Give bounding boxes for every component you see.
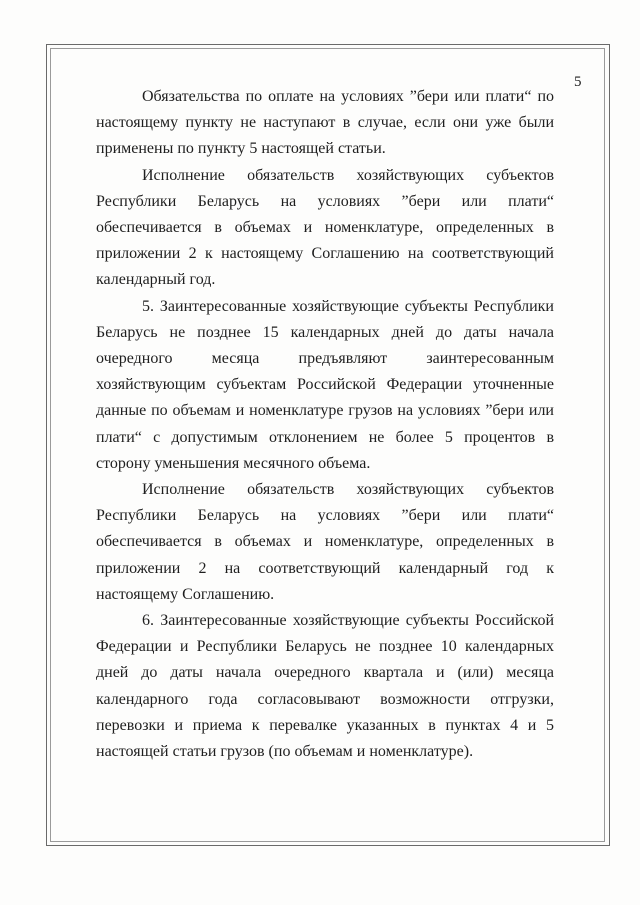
paragraph-4: Исполнение обязательств хозяйствующих субъектов Республики Беларусь на условиях ”бери или плати“ обеспечивается в объемах и номенклатуре, определенных в приложении 2 на соответствующий календарный год к настоящему Соглашению.: [96, 481, 554, 603]
paragraph-3-item-5: 5. Заинтересованные хозяйствующие субъекты Республики Беларусь не позднее 15 календарных дней до даты начала очередного месяца предъявляют заинтересованным хозяйствующим субъектам Российской Федерации уточненные данные по объемам и номенклатуре грузов на условиях ”бери или плати“ с допустимым отклонением не более 5 процентов в сторону уменьшения месячного объема.: [96, 297, 554, 472]
document-body: [96, 84, 554, 765]
paragraph-1: Обязательства по оплате на условиях ”бери или плати“ по настоящему пункту не наступают в случае, если они уже были применены по пункту 5 настоящей статьи.: [96, 88, 554, 158]
paragraph-2: Исполнение обязательств хозяйствующих субъектов Республики Беларусь на условиях ”бери или плати“ обеспечивается в объемах и номенклатуре, определенных в приложении 2 к настоящему Соглашению на соответствующий календарный год.: [96, 166, 554, 289]
paragraph-5-item-6: 6. Заинтересованные хозяйствующие субъекты Российской Федерации и Республики Беларусь не позднее 10 календарных дней до даты начала очередного квартала и (или) месяца календарного года согласовывают возможности отгрузки, перевозки и приема к перевалке указанных в пунктах 4 и 5 настоящей статьи грузов (по объемам и номенклатуре).: [96, 612, 554, 761]
page-number: 5: [574, 74, 582, 90]
